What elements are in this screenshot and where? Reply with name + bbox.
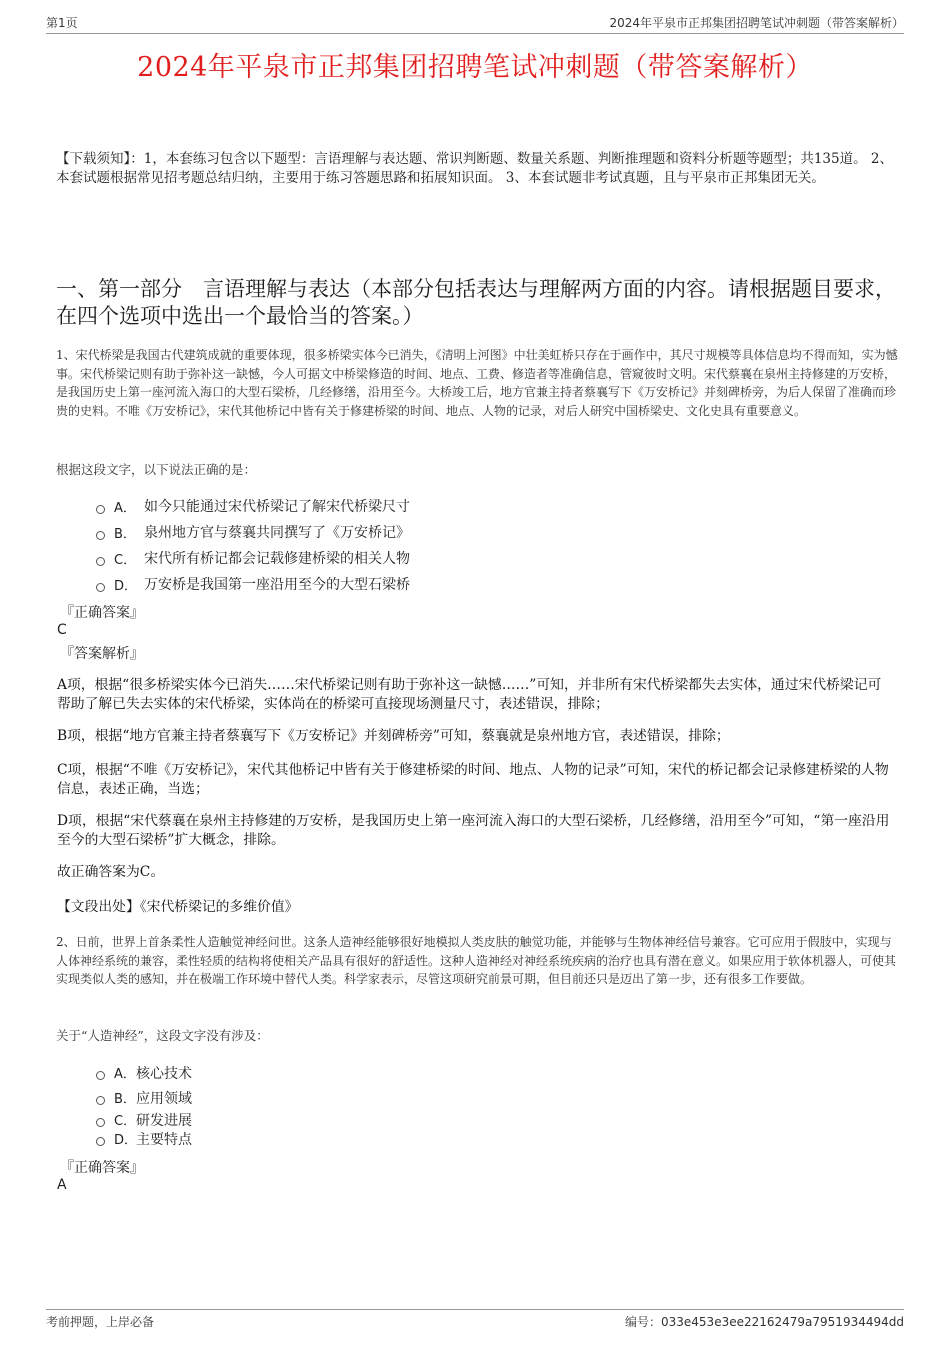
radio-icon[interactable]: [96, 583, 105, 592]
option-text: 研发进展: [136, 1112, 192, 1129]
radio-icon[interactable]: [96, 1071, 105, 1080]
section-heading: 一、第一部分 言语理解与表达（本部分包括表达与理解两方面的内容。请根据题目要求，在四个选项中选出一个最恰当的答案。）: [56, 277, 896, 328]
q1-analysis-d: D项，根据“宋代蔡襄在泉州主持修建的万安桥，是我国历史上第一座河流入海口的大型石梁桥，几经修缮，沿用至今”可知，“第一座沿用至今的大型石梁桥”扩大概念，排除。: [57, 813, 890, 848]
option-text: 泉州地方官与蔡襄共同撰写了《万安桥记》: [144, 525, 410, 541]
q1-answer: C: [57, 622, 67, 638]
q1-analysis-label: 『答案解析』: [60, 646, 144, 662]
q1-stem: 1、宋代桥梁是我国古代建筑成就的重要体现，很多桥梁实体今已消失，《清明上河图》中壮美虹桥只存在于画作中，其尺寸规模等具体信息均不得而知，实为憾事。宋代桥梁记则有助于弥补这一缺憾，今人可据文中桥梁修造的时间、地点、工费、修造者等准确信息，管窥彼时文明。宋代蔡襄在泉州主持修建的万安桥，是我国历史上第一座河流入海口的大型石梁桥，几经修缮，沿用至今。大桥竣工后，地方官兼主持者蔡襄写下《万安桥记》并刻碑桥旁，为后人保留了准确而珍贵的史料。不唯《万安桥记》，宋代其他桥记中皆有关于修建桥梁的时间、地点、人物的记录，对后人研究中国桥梁史、文化史具有重要意义。: [56, 348, 898, 418]
page-title: 2024年平泉市正邦集团招聘笔试冲刺题（带答案解析）: [137, 52, 813, 83]
q1-option-d[interactable]: [96, 571, 696, 597]
q2-answer: A: [57, 1177, 67, 1193]
option-letter: A．: [114, 1067, 136, 1082]
q1-option-a[interactable]: [96, 493, 696, 519]
option-text: 应用领域: [136, 1090, 192, 1107]
q2-option-b[interactable]: [96, 1085, 696, 1110]
q2-answer-label: 『正确答案』: [60, 1160, 144, 1176]
radio-icon[interactable]: [96, 505, 105, 514]
q1-prompt: 根据这段文字，以下说法正确的是：: [56, 462, 257, 477]
q1-conclusion: 故正确答案为C。: [57, 864, 165, 880]
download-notice: 【下载须知】：1，本套练习包含以下题型：言语理解与表达题、常识判断题、数量关系题、判断推理题和资料分析题等题型；共135道。 2、本套试题根据常见招考题总结归纳，主要用于练习答题思路和拓展知识面。 3、本套试题非考试真题，且与平泉市正邦集团无关。: [56, 151, 893, 186]
header-doc-title: 2024年平泉市正邦集团招聘笔试冲刺题（带答案解析）: [609, 16, 904, 30]
footer-slogan: 考前押题，上岸必备: [46, 1315, 155, 1329]
q2-stem: 2、日前，世界上首条柔性人造触觉神经问世。这条人造神经能够很好地模拟人类皮肤的触觉功能，并能够与生物体神经信号兼容。它可应用于假肢中，实现与人体神经系统的兼容，柔性轻质的结构将使相关产品具有很好的舒适性。这种人造神经对神经系统疾病的治疗也具有潜在意义。如果应用于软体机器人，可使其实现类似人类的感知，并在极端工作环境中替代人类。科学家表示，尽管这项研究前景可期，但目前还只是迈出了第一步，还有很多工作要做。: [56, 935, 897, 987]
option-text: 主要特点: [136, 1131, 192, 1148]
page-number: 第1页: [46, 16, 78, 30]
q1-analysis-b: B项，根据“地方官兼主持者蔡襄写下《万安桥记》并刻碑桥旁”可知，蔡襄就是泉州地方官，表述错误，排除；: [57, 728, 730, 744]
q1-option-b[interactable]: [96, 519, 696, 545]
q1-options: [96, 493, 696, 597]
footer-divider: [46, 1309, 904, 1310]
radio-icon[interactable]: [96, 1118, 105, 1127]
q1-option-c[interactable]: [96, 545, 696, 571]
option-text: 宋代所有桥记都会记载修建桥梁的相关人物: [144, 551, 410, 567]
radio-icon[interactable]: [96, 531, 105, 540]
q2-prompt: 关于“人造神经”，这段文字没有涉及：: [56, 1028, 269, 1043]
q2-options: [96, 1060, 696, 1148]
option-letter: B．: [114, 526, 136, 542]
header-divider: [46, 33, 904, 34]
radio-icon[interactable]: [96, 557, 105, 566]
radio-icon[interactable]: [96, 1096, 105, 1105]
option-letter: D．: [114, 578, 138, 594]
option-text: 核心技术: [136, 1065, 192, 1082]
q1-source: 【文段出处】《宋代桥梁记的多维价值》: [57, 899, 299, 915]
option-letter: C．: [114, 552, 137, 568]
option-letter: A．: [114, 500, 136, 516]
radio-icon[interactable]: [96, 1137, 105, 1146]
option-text: 万安桥是我国第一座沿用至今的大型石梁桥: [144, 577, 410, 593]
q2-option-a[interactable]: [96, 1060, 696, 1085]
option-letter: B．: [114, 1092, 136, 1107]
q1-answer-label: 『正确答案』: [60, 605, 144, 621]
q1-analysis-c: C项，根据“不唯《万安桥记》，宋代其他桥记中皆有关于修建桥梁的时间、地点、人物的记录”可知，宋代的桥记都会记录修建桥梁的人物信息，表述正确，当选；: [57, 762, 889, 797]
footer-doc-id: 编号：033e453e3ee22162479a7951934494dd: [625, 1315, 904, 1329]
q2-option-c[interactable]: [96, 1110, 696, 1129]
q2-option-d[interactable]: [96, 1129, 696, 1148]
option-text: 如今只能通过宋代桥梁记了解宋代桥梁尺寸: [144, 499, 410, 515]
option-letter: D．: [114, 1133, 138, 1148]
option-letter: C．: [114, 1114, 137, 1129]
q1-analysis-a: A项，根据“很多桥梁实体今已消失……宋代桥梁记则有助于弥补这一缺憾……”可知，并非所有宋代桥梁都失去实体，通过宋代桥梁记可帮助了解已失去实体的宋代桥梁，实体尚在的桥梁可直接现场测量尺寸，表述错误，排除；: [57, 677, 882, 712]
